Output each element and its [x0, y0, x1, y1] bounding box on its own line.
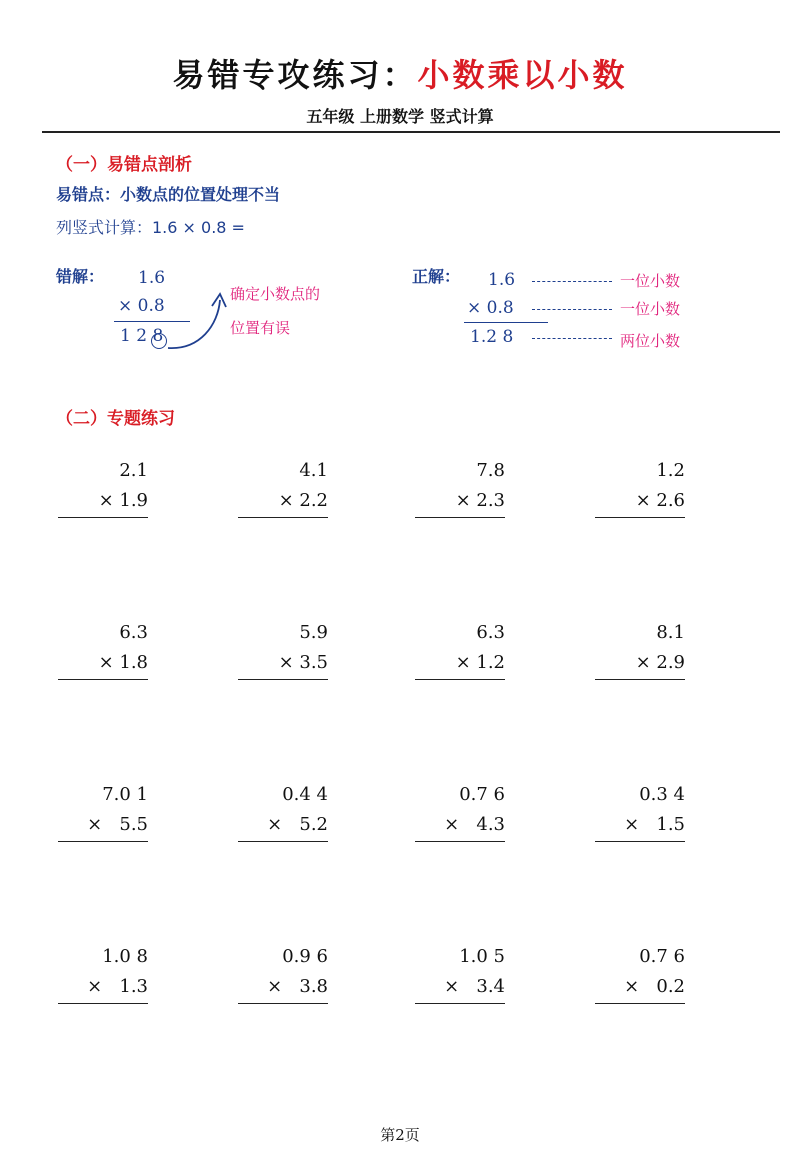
correct-note2: 一位小数: [620, 300, 681, 318]
multiplicand: 0.4 4: [282, 784, 328, 805]
problem-rule: [238, 679, 328, 680]
multiplier: × 5.2: [267, 814, 328, 835]
correct-line2: × 0.8: [467, 298, 514, 318]
multiplier: × 2.9: [635, 652, 685, 673]
multiplier: × 1.5: [624, 814, 685, 835]
multiplicand: 6.3: [476, 622, 505, 643]
multiplier: × 4.3: [444, 814, 505, 835]
problem-rule: [415, 679, 505, 680]
multiplicand: 1.2: [656, 460, 685, 481]
problem-rule: [415, 1003, 505, 1004]
section2-heading: （二）专题练习: [56, 409, 175, 429]
wrong-line2: × 0.8: [118, 296, 165, 316]
problem-rule: [595, 1003, 685, 1004]
correct-rule: [464, 322, 548, 323]
page-subtitle: 五年级 上册数学 竖式计算: [306, 107, 494, 126]
correct-note1: 一位小数: [620, 272, 681, 290]
problem-rule: [415, 517, 505, 518]
title-topic: 小数乘以小数: [417, 56, 628, 94]
problem-rule: [595, 679, 685, 680]
section1-heading: （一）易错点剖析: [56, 155, 192, 175]
practice-problem: [58, 780, 148, 842]
problem-rule: [58, 517, 148, 518]
dash-line1: [532, 281, 612, 282]
practice-problem: [415, 780, 505, 842]
problem-rule: [58, 1003, 148, 1004]
multiplier: × 1.8: [98, 652, 148, 673]
multiplicand: 7.0 1: [102, 784, 148, 805]
multiplicand: 2.1: [119, 460, 148, 481]
multiplier: × 1.2: [455, 652, 505, 673]
practice-problem: [58, 456, 148, 518]
multiplier: × 1.9: [98, 490, 148, 511]
multiplicand: 7.8: [476, 460, 505, 481]
practice-problem: [415, 942, 505, 1004]
practice-problem: [415, 456, 505, 518]
practice-problem: [595, 942, 685, 1004]
multiplier: × 3.5: [278, 652, 328, 673]
correct-label: 正解：: [412, 267, 461, 286]
multiplicand: 0.7 6: [639, 946, 685, 967]
multiplicand: 0.7 6: [459, 784, 505, 805]
correct-line1: 1.6: [488, 270, 516, 290]
dash-line3: [532, 338, 612, 339]
multiplier: × 2.3: [455, 490, 505, 511]
practice-problem: [238, 942, 328, 1004]
problem-rule: [238, 1003, 328, 1004]
multiplier: × 3.8: [267, 976, 328, 997]
multiplicand: 1.0 8: [102, 946, 148, 967]
problem-rule: [58, 841, 148, 842]
problem-rule: [595, 517, 685, 518]
problem-rule: [238, 841, 328, 842]
title-prefix: 易错专攻练习：: [172, 56, 418, 94]
header-divider: [42, 131, 780, 133]
problem-rule: [58, 679, 148, 680]
correct-line3: 1.2 8: [470, 327, 514, 347]
multiplicand: 5.9: [299, 622, 328, 643]
practice-problem: [58, 618, 148, 680]
practice-problem: [58, 942, 148, 1004]
arrow-icon: [160, 280, 240, 360]
dash-line2: [532, 309, 612, 310]
wrong-line1: 1.6: [138, 268, 166, 288]
multiplicand: 0.3 4: [639, 784, 685, 805]
multiplier: × 2.6: [635, 490, 685, 511]
multiplier: × 1.3: [87, 976, 148, 997]
multiplicand: 1.0 5: [459, 946, 505, 967]
correct-note3: 两位小数: [620, 332, 681, 350]
practice-problem: [415, 618, 505, 680]
multiplier: × 5.5: [87, 814, 148, 835]
wrong-line3: 1 2 8: [120, 326, 164, 346]
multiplicand: 6.3: [119, 622, 148, 643]
practice-problem: [238, 618, 328, 680]
practice-problem: [595, 618, 685, 680]
multiplier: × 2.2: [278, 490, 328, 511]
multiplicand: 8.1: [656, 622, 685, 643]
wrong-label: 错解：: [56, 267, 105, 286]
multiplier: × 3.4: [444, 976, 505, 997]
practice-problem: [238, 456, 328, 518]
multiplier: × 0.2: [624, 976, 685, 997]
multiplicand: 4.1: [299, 460, 328, 481]
problem-rule: [415, 841, 505, 842]
calc-task: 列竖式计算：1.6 × 0.8 =: [56, 218, 245, 237]
problem-rule: [238, 517, 328, 518]
practice-problem: [238, 780, 328, 842]
wrong-note-line1: 确定小数点的: [230, 285, 321, 303]
practice-problem: [595, 780, 685, 842]
page-title: [0, 50, 800, 96]
practice-problem: [595, 456, 685, 518]
error-point: 易错点：小数点的位置处理不当: [56, 185, 281, 204]
multiplicand: 0.9 6: [282, 946, 328, 967]
wrong-note-line2: 位置有误: [230, 319, 291, 337]
page-number: 第2页: [380, 1126, 420, 1144]
problem-rule: [595, 841, 685, 842]
